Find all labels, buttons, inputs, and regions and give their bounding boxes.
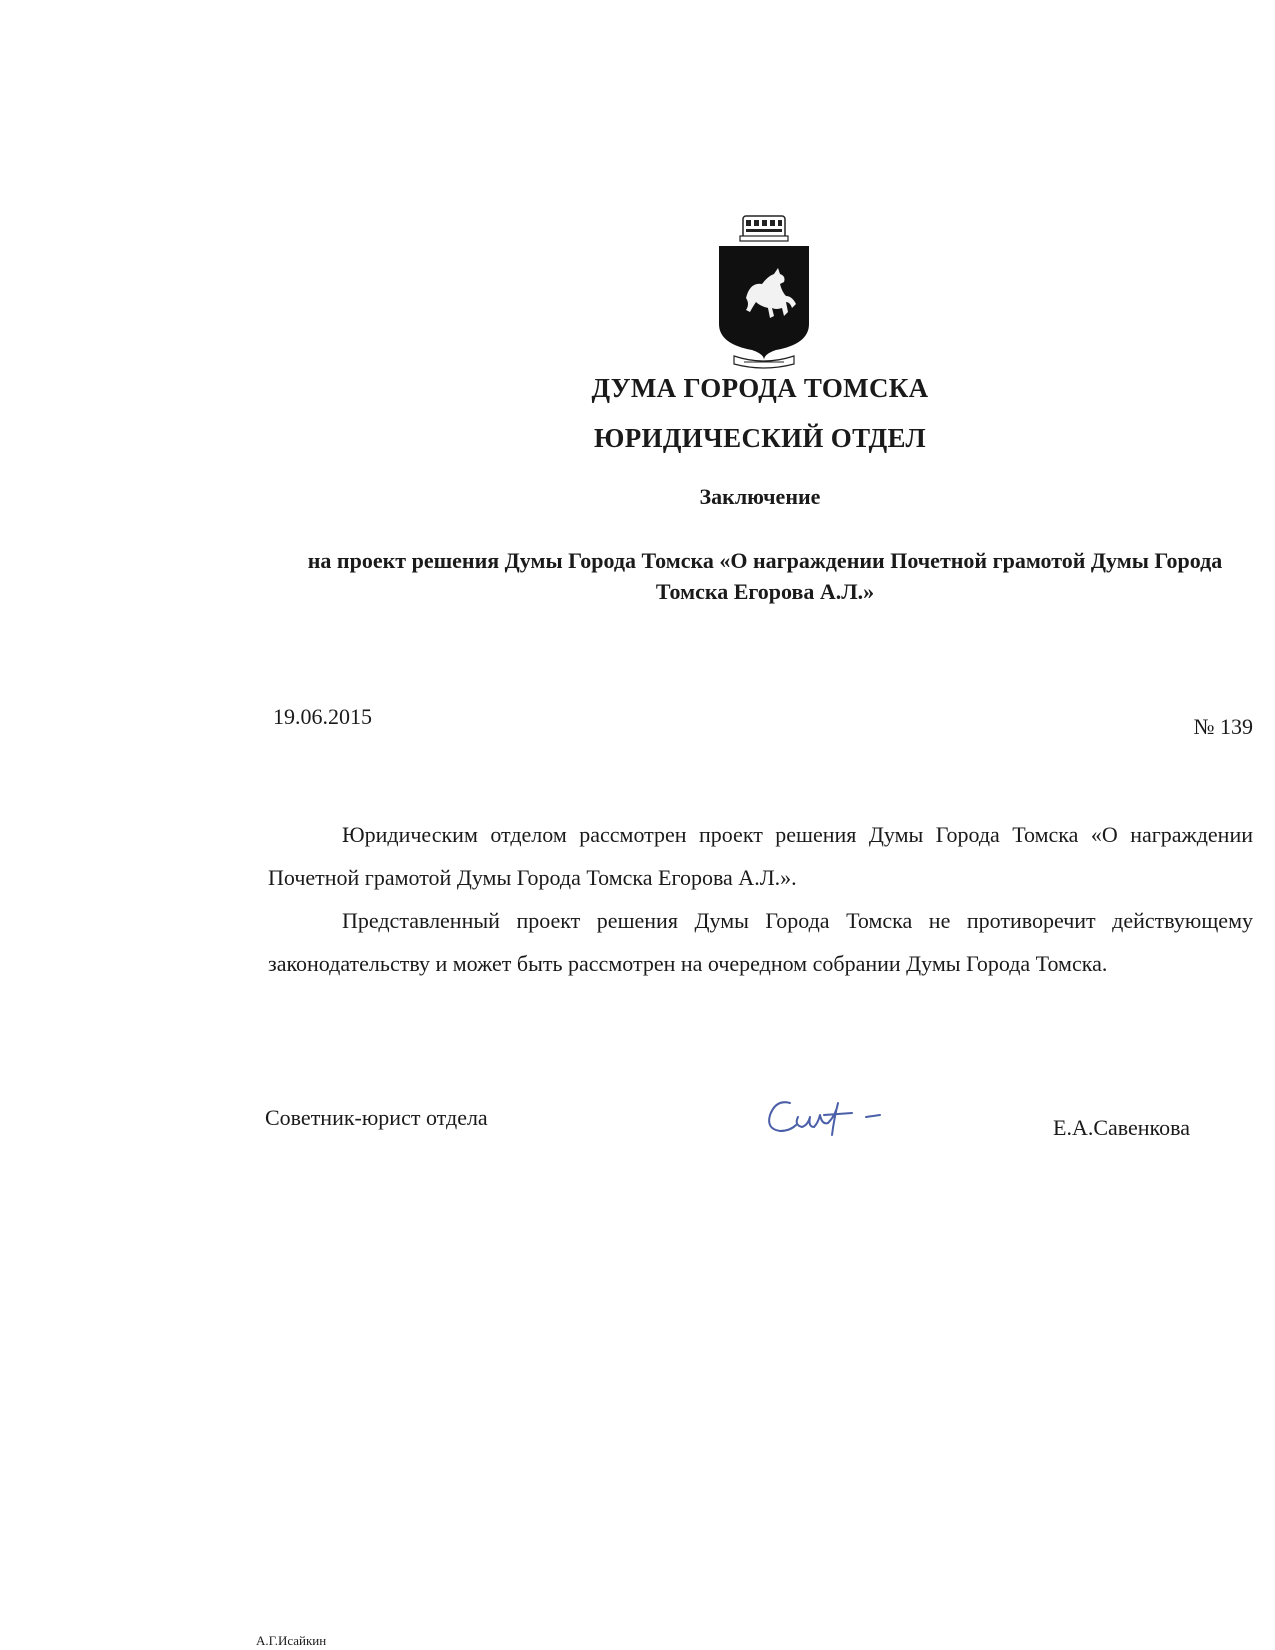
- department-title: ЮРИДИЧЕСКИЙ ОТДЕЛ: [594, 423, 926, 453]
- body-paragraph: Юридическим отделом рассмотрен проект решения Думы Города Томска «О награждении Почетной грамотой Думы Города Томска Егорова А.Л.».: [268, 822, 1253, 890]
- body-paragraph: Представленный проект решения Думы Города Томска не противоречит действующему законодательству и может быть рассмотрен на очередном собрании Думы Города Томска.: [268, 908, 1253, 976]
- document-body: [268, 813, 1253, 985]
- signer-name: Е.А.Савенкова: [1053, 1115, 1190, 1140]
- document-type: Заключение: [699, 484, 821, 509]
- document-date: 19.06.2015: [273, 704, 372, 729]
- document-subject: на проект решения Думы Города Томска «О награждении Почетной грамотой Думы Города Томска Егорова А.Л.»: [307, 548, 1223, 604]
- document-number: № 139: [1193, 714, 1253, 739]
- signer-position: Советник-юрист отдела: [265, 1105, 488, 1130]
- tomsk-coat-of-arms-icon: [716, 212, 812, 372]
- organization-title: ДУМА ГОРОДА ТОМСКА: [591, 373, 929, 403]
- executor-name: А.Г.Исайкин: [256, 1633, 327, 1648]
- handwritten-signature: [762, 1085, 912, 1145]
